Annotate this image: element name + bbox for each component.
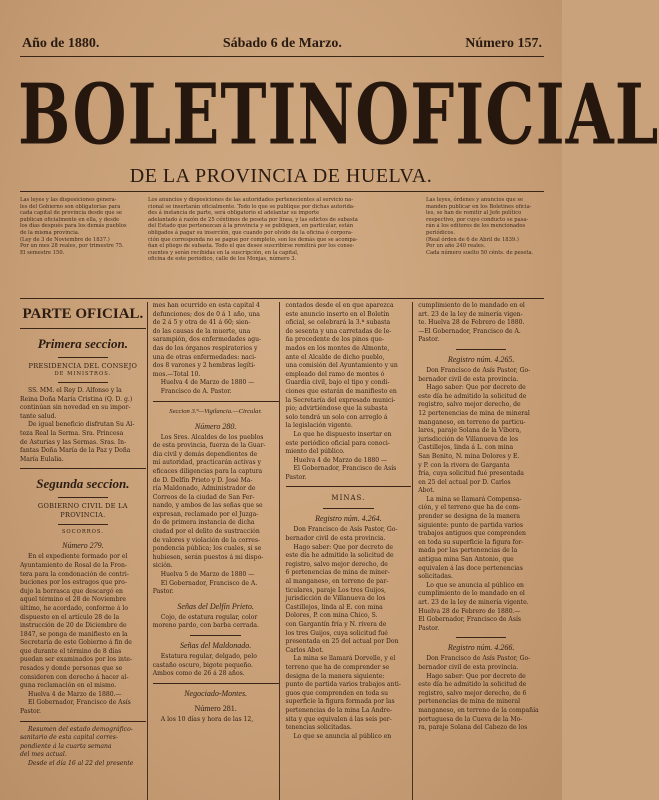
issue-date: Sábado 6 de Marzo.: [222, 36, 342, 51]
text-line: bernador civil de esta provincia.: [285, 535, 386, 543]
paragraph-senas-prieto: [153, 614, 279, 631]
text-line: este anuncio inserto en el Boletín: [285, 310, 390, 318]
text-line: resados y donde personas que se: [20, 665, 123, 673]
divider: [58, 497, 108, 498]
text-line: Las leyes y las disposiciones genera-: [20, 197, 117, 203]
text-line: sita y que equivalen á las seis per-: [285, 715, 392, 723]
text-line: terreno que ha de comprender se: [285, 663, 390, 671]
text-line: este día he admitido la solicitud de: [418, 681, 527, 689]
text-line: hubiesen, serán puestos á mi dispo-: [152, 553, 264, 561]
text-line: oficina de este periódico, calle de los Monjas, número 3.: [148, 256, 297, 263]
text-line: cumplimiento de lo mandado en el: [418, 590, 525, 598]
text-line: de valores y violación de la corres-: [152, 536, 261, 544]
heading-ministros: DE MINISTROS.: [54, 371, 112, 377]
text-line: des á instancia de parte, será obligatorio el adelantar su importe: [148, 210, 320, 217]
text-line: SS. MM. el Rey D. Alfonso y la: [28, 387, 122, 394]
subtitle-rule: [20, 191, 544, 192]
text-line: La mina se llamará Dorvelle, y el: [293, 655, 396, 663]
text-line: les del Gobierno son obligatorias para: [20, 203, 121, 210]
heading-socorros: SOCORROS.: [61, 529, 104, 536]
publication-notices: [20, 197, 544, 297]
text-line: la legislación vigente.: [285, 422, 353, 430]
text-line: Por un mes 28 reales, por trimestre 75.: [20, 243, 124, 250]
body-columns: [20, 302, 544, 800]
text-line: sición.: [152, 562, 173, 570]
text-line: bernador civil de esta provincia.: [418, 663, 519, 671]
text-line: Reina Doña María Cristina (Q. D. g.): [20, 395, 133, 403]
text-line: prender se designa de la manera: [418, 513, 521, 521]
text-line: Lo que he dispuesto insertar en: [293, 430, 392, 438]
divider: [20, 721, 146, 722]
text-line: de Asturias y las Sermas. Sras. In-: [20, 438, 127, 446]
heading-minas: MINAS.: [331, 494, 366, 503]
text-line: oficial, se celebrará la 3.ª subasta: [285, 319, 391, 327]
text-line: Cojo, de estatura regular, color: [160, 613, 258, 621]
divider: [153, 683, 279, 684]
text-line: manganeso, en terreno de la compañía: [418, 706, 539, 714]
text-line: La mina se llamará Compensa-: [426, 495, 522, 503]
column-2: [153, 302, 279, 800]
text-line: guos que comprenden en toda su: [285, 689, 389, 697]
issue-year: Año de 1880.: [22, 36, 100, 51]
text-line: mos.—Total 10.: [152, 370, 201, 378]
text-line: dujo la borrasca que descargó en: [20, 587, 123, 595]
text-line: una comisión del Ayuntamiento y un: [285, 362, 398, 370]
text-line: Abot.: [418, 487, 435, 495]
text-line: una de otras enfermedades: naci-: [152, 353, 257, 361]
heading-gobierno-civil: GOBIERNO CIVIL DE LA PROVINCIA.: [37, 502, 128, 520]
text-line: El Gobernador, Francisco de Asís: [293, 465, 397, 473]
text-line: la Secretaría del expresado munici-: [285, 396, 396, 404]
text-line: continúan sin novedad en su impor-: [20, 404, 131, 412]
text-line: de esta provincia, fuerza de la Guar-: [152, 442, 266, 450]
text-line: buciones por los estragos que pro-: [20, 579, 127, 587]
text-line: do las causas de la muerte, una: [152, 327, 251, 335]
text-line: 12 pertenencias de mina de mineral: [418, 409, 530, 417]
column-4: [418, 302, 544, 800]
section-primera: Primera seccion.: [37, 336, 128, 351]
text-line: del mes actual.: [20, 751, 67, 759]
text-line: respectivo, por cuyo conducto se pasa-: [426, 216, 529, 223]
heading-vigilancia: Seccion 3.ª—Vigilancia.—Circular.: [169, 407, 262, 415]
text-line: Los Sres. Alcaldes de los pueblos: [160, 433, 264, 441]
heading-registro-4266: Registro núm. 4.266.: [447, 643, 515, 653]
text-line: tante salud.: [20, 412, 57, 420]
paragraph-registro-4265: [418, 367, 544, 633]
text-line: mados en los montes de Almonte,: [285, 344, 390, 352]
text-line: instrucción de 20 de Diciembre de: [20, 622, 127, 630]
text-line: art. 23 de la ley de minería vigente.: [418, 599, 529, 606]
text-line: lares, paraje Solana de la Víbora,: [418, 427, 522, 435]
heading-registro-4264: Registro núm. 4.264.: [315, 514, 382, 524]
text-line: pondencia pública; los cuales, si se: [152, 545, 262, 553]
text-line: Pastor.: [418, 336, 440, 344]
text-line: En el expediente formado por el: [28, 553, 128, 561]
text-line: Huelva 4 de Marzo de 1880 —: [293, 456, 388, 464]
text-line: Guardia civil, bajo el tipo y condi-: [285, 379, 390, 387]
text-line: Las leyes, órdenes y anuncios que se: [426, 197, 524, 203]
heading-numero-280: Número 280.: [194, 421, 237, 431]
text-line: 6 pertenencias de mina de miner-: [285, 569, 390, 577]
masthead-word-boletin: BOLETIN: [18, 65, 356, 164]
text-line: los tres Guijos, cuya solicitud fué: [285, 629, 388, 637]
text-line: das de los órganos respiratorios y: [152, 344, 258, 352]
text-line: Ambos como de 26 á 28 años.: [152, 670, 245, 678]
text-line: Por un año 240 reales.: [426, 243, 486, 250]
text-line: ra, paraje Solana del Cabezo de los: [418, 724, 528, 732]
text-line: te. Huelva 28 de Febrero de 1880.: [418, 319, 525, 327]
text-line: empleado del ramo de montes ó: [285, 370, 385, 378]
text-line: Dolores, P. con mina Chico, S.: [285, 612, 378, 620]
text-line: El Gobernador, Francisco de Asís: [418, 616, 522, 624]
text-line: dia civil y demás dependientes de: [152, 450, 258, 458]
text-line: eficaces diligencias para la captura: [152, 467, 263, 475]
text-line: los días después para los demás pueblos: [20, 223, 127, 230]
text-line: aquel término el 28 de Noviembre: [20, 596, 127, 604]
paragraph-resumen: [20, 726, 146, 769]
text-line: El semestre 150.: [20, 249, 65, 256]
text-line: cuentes y serán recibidas en la suscripción, en la capital,: [148, 249, 299, 256]
text-line: castaño oscuro, bigote pequeño.: [152, 661, 253, 669]
text-line: jurisdicción de Villanueva de los: [418, 435, 519, 443]
text-line: equivalen á las doce pertenencias: [418, 564, 523, 572]
paragraph-subasta: [286, 302, 412, 482]
text-line: A los 10 días y hora de las 12,: [160, 715, 254, 723]
text-line: Huelva 4 de Marzo de 1880 —: [160, 379, 255, 387]
paragraph-subasta-start: [153, 716, 279, 725]
text-line: presentada en 25 del actual por Don: [285, 638, 399, 646]
paragraph-registro-4264: [286, 526, 412, 741]
divider: [20, 328, 146, 329]
text-line: pertenencias de la mina La Andre-: [285, 706, 393, 714]
text-line: ñan el pliego de subasta. Todo el que desee suscribirse remitirá por los conse-: [148, 243, 355, 250]
text-line: Lo que se anuncia al público en: [293, 732, 392, 740]
paragraph-defunciones: [153, 302, 279, 397]
text-line: Secretaría de este Gobierno á fin de: [20, 639, 132, 647]
issue-number: Número 157.: [465, 36, 542, 51]
text-line: obligados á pagar su inserción, que cuando por olvido de la oficina ó corpora-: [148, 229, 353, 236]
heading-numero-279: Número 279.: [62, 541, 104, 551]
divider: [456, 349, 506, 350]
divider: [20, 468, 146, 469]
text-line: ciones que estarán de manifiesto en: [285, 387, 397, 395]
text-line: María Eulalia.: [20, 455, 64, 463]
text-line: Don Francisco de Asís Pastor, Go-: [426, 366, 531, 374]
header-rule: [20, 56, 544, 57]
text-line: registro, salvo mejor derecho, de: [418, 401, 521, 409]
text-line: manganeso, en terreno de particu-: [418, 418, 526, 426]
text-line: defunciones; dos de 0 á 1 año, una: [152, 310, 260, 318]
text-line: de la misma provincia.: [20, 229, 80, 236]
text-line: Francisco de A. Pastor.: [160, 387, 232, 395]
text-line: 1847, se ponga de manifiesto en la: [20, 630, 128, 638]
text-line: El Gobernador, Francisco de Asís: [28, 699, 131, 707]
text-line: manden publicar en los Boletines oficia-: [426, 203, 532, 210]
text-line: Pastor.: [418, 624, 440, 632]
text-line: Resumen del estado demográfico-: [28, 725, 133, 733]
text-line: dos 8 varones y 2 hembras legíti-: [152, 362, 256, 370]
text-line: Hago saber: Que por decreto de: [293, 543, 394, 551]
text-line: guna reclamación en el mismo.: [20, 682, 117, 690]
text-line: rán á los editores de los mencionados: [426, 223, 526, 230]
text-line: en 25 del actual por D. Carlos: [418, 478, 511, 486]
text-line: dispuesto en el artículo 28 de la: [20, 613, 120, 621]
divider: [58, 524, 108, 525]
text-line: registro, salvo mejor derecho, de: [285, 560, 388, 568]
divider: [323, 508, 373, 509]
text-line: consideren con derecho á hacer al-: [20, 673, 129, 681]
text-line: con Gargantín fría y N. rivera de: [285, 621, 387, 628]
text-line: solicitadas.: [418, 573, 453, 581]
text-line: solo tendrá un solo con arreglo á: [285, 413, 388, 421]
heading-registro-4265: Registro núm. 4.265.: [447, 354, 515, 364]
text-line: El Gobernador, Francisco de A.: [160, 579, 258, 587]
divider: [456, 637, 506, 638]
section-parte-oficial: PARTE OFICIAL.: [22, 306, 144, 322]
paragraph-anuncio-4264-end: [418, 302, 544, 345]
text-line: Castillejos, linda al E. con mina: [285, 603, 383, 611]
text-line: adelantado á razón de 25 céntimos de peseta por línea, y las edictos de subasta: [148, 216, 358, 223]
text-line: de 2 á 5 y otra de 41 á 60; sien-: [152, 319, 251, 327]
text-line: de D. Delfín Prieto y D. José Ma-: [152, 476, 253, 484]
text-line: De igual beneficio disfrutan Su Al-: [28, 421, 135, 429]
text-line: fantas Doña María de la Paz y Doña: [20, 447, 131, 455]
text-line: teza Real la Serma. Sra. Princesa: [20, 429, 124, 437]
text-line: Carlos Abot.: [285, 646, 324, 654]
text-line: pertenencias de mina de mineral: [418, 698, 521, 706]
text-line: cional se insertarán oficialmente. Todo lo que se publique por dichas autorida-: [148, 203, 355, 210]
heading-numero-281: Número 281.: [194, 703, 237, 713]
text-line: do de primera instancia de dicha: [152, 519, 255, 527]
text-line: este día he admitido la solicitud de: [418, 392, 527, 400]
text-line: ción que corresponda no se pague por completo, son los demás que se acompa-: [148, 236, 358, 243]
text-line: bernador civil de esta provincia.: [418, 375, 519, 383]
text-line: designa de la manera siguiente:: [285, 672, 385, 680]
text-line: Los anuncios y disposiciones de las autoridades pertenecientes al servicio na-: [148, 197, 353, 203]
paragraph-registro-4266: [418, 655, 544, 732]
text-line: punto de partida varios trabajos anti-: [285, 681, 401, 689]
text-line: de sesenta y una carretadas de le-: [285, 327, 392, 335]
text-line: —El Gobernador, Francisco de A.: [418, 327, 521, 335]
column-3: [286, 302, 412, 800]
text-line: Desde el día 16 al 22 del presente: [28, 760, 134, 767]
heading-presidencia: PRESIDENCIA DEL CONSEJO: [28, 362, 138, 370]
text-line: siguiente: punto de partida varios: [418, 521, 523, 529]
text-line: al manganeso, en terreno de par-: [285, 578, 389, 586]
text-line: cada capital de provincia desde que se: [20, 210, 122, 217]
text-line: superficie la figura formada por las: [285, 698, 395, 706]
text-line: y P. con la rivera de Garganta: [418, 461, 510, 469]
masthead-word-oficial: OFICIAL: [355, 65, 659, 164]
divider: [153, 401, 279, 402]
text-line: art. 23 de la ley de minería vigen-: [418, 310, 523, 318]
text-line: San Benito, N. mina Dolores y E.: [418, 452, 520, 460]
text-line: Ayuntamiento de Rosal de la Fron-: [20, 561, 127, 569]
text-line: Huelva 28 de Febrero de 1880.—: [418, 607, 521, 615]
text-line: Huelva 5 de Marzo de 1880 —: [160, 571, 255, 579]
text-line: Cada número suelto 50 cénts. de peseta.: [426, 249, 534, 256]
text-line: Pastor.: [152, 588, 174, 596]
heading-senas-maldonado: Señas del Maldonado.: [179, 641, 252, 650]
notices-rule: [20, 298, 544, 299]
text-line: registro, salvo mejor derecho, de 6: [418, 689, 527, 697]
text-line: sarampión, dos enfermedades agu-: [152, 336, 262, 344]
text-line: portuguesa de la Cueva de la Mo-: [418, 715, 523, 723]
text-line: sanitario de esta capital corres-: [20, 734, 118, 742]
text-line: ría Maldonado, Administrador de: [152, 485, 256, 493]
paragraph-senas-maldonado: [153, 653, 279, 679]
text-line: Huelva 4 de Marzo de 1880.—: [28, 690, 122, 698]
paragraph-royal-health: [20, 387, 146, 464]
text-line: miento del público.: [285, 448, 345, 456]
text-line: ciudad por el delito de sustracción: [152, 528, 260, 536]
text-line: fría, cuya solicitud fué presentada: [418, 470, 524, 478]
notice-left: [20, 197, 138, 297]
heading-negociado-montes: Negociado-Montes.: [184, 688, 248, 698]
text-line: que durante el término de 8 días: [20, 647, 122, 655]
text-line: moreno pardo, con barba cerrada.: [152, 622, 259, 630]
text-line: este día he admitido la solicitud de: [285, 552, 394, 560]
text-line: (Ley de 3 de Noviembre de 1837.): [20, 236, 110, 243]
text-line: nando, y ambos de las señas que se: [152, 502, 263, 510]
text-line: pio; advirtiéndose que la subasta: [285, 405, 388, 413]
text-line: ción, y el terreno que ha de com-: [418, 504, 521, 512]
text-line: Hago saber: Que por decreto de: [426, 672, 526, 680]
divider: [58, 382, 108, 383]
text-line: jurisdicción de Villanueva de los: [285, 595, 386, 603]
text-line: Pastor.: [285, 473, 307, 481]
text-line: Castillejos, linda á L. con mina: [418, 444, 514, 452]
text-line: ña procedente de los pinos que-: [285, 336, 385, 344]
text-line: expresan, reclamado por el Juzga-: [152, 510, 259, 518]
text-line: Don Francisco de Asís Pastor, Go-: [426, 655, 531, 663]
text-line: ante el Alcalde de dicho pueblo,: [285, 353, 385, 361]
text-line: contados desde el en que aparezca: [285, 302, 394, 309]
text-line: trabajos antiguos que comprenden: [418, 530, 526, 538]
paragraph-captura: [153, 434, 279, 597]
text-line: Don Francisco de Asís Pastor, Go-: [293, 526, 398, 534]
text-line: mi autoridad, practicarán activas y: [152, 459, 261, 467]
text-line: del Estado que pertenezcan á la provincia y se publiquen, en particular, están: [148, 223, 354, 230]
text-line: mes han ocurrido en esta capital 4: [152, 302, 260, 309]
text-line: Pastor.: [20, 708, 41, 716]
text-line: pondiente á la cuarta semana: [20, 742, 112, 750]
text-line: tenencias solicitadas.: [285, 724, 352, 732]
section-segunda: Segunda seccion.: [36, 476, 130, 492]
heading-senas-prieto: Señas del Delfín Prieto.: [177, 601, 254, 611]
text-line: Estatura regular, delgado, pelo: [160, 653, 257, 660]
text-line: mada por las pertenencias de la: [418, 547, 518, 555]
text-line: Hago saber: Que por decreto de: [426, 384, 526, 392]
column-1: [20, 302, 146, 800]
masthead: [18, 65, 659, 164]
divider: [190, 635, 240, 636]
text-line: (Real órden de 6 de Abril de 1839.): [426, 236, 519, 243]
text-line: les, se han de remitir al Jefe político: [426, 210, 522, 217]
text-line: ticulares, paraje Los tres Guijos,: [285, 586, 387, 594]
text-line: publican oficialmente en ella, y desde: [20, 216, 120, 223]
text-line: Lo que se anuncia al público en: [426, 581, 524, 589]
text-line: este periódico oficial para conoci-: [285, 439, 390, 447]
text-line: en toda su superficie la figura for-: [418, 538, 524, 546]
text-line: periódicos.: [426, 229, 455, 236]
text-line: antigua mina San Antonio, que: [418, 556, 514, 564]
text-line: último, he acordado, conforme á lo: [20, 604, 129, 612]
notice-center: [148, 197, 416, 297]
masthead-subtitle: DE LA PROVINCIA DE HUELVA.: [129, 165, 433, 187]
divider: [286, 486, 412, 487]
text-line: tera para la condonación de contri-: [20, 570, 129, 578]
text-line: puedan ser examinados por los inte-: [20, 656, 133, 664]
issue-header: [22, 36, 542, 52]
paragraph-expediente: [20, 553, 146, 716]
text-line: Correos de la ciudad de San Fer-: [152, 493, 255, 501]
text-line: cumplimiento de lo mandado en el: [418, 302, 525, 309]
divider: [58, 357, 108, 358]
notice-right: [426, 197, 544, 297]
